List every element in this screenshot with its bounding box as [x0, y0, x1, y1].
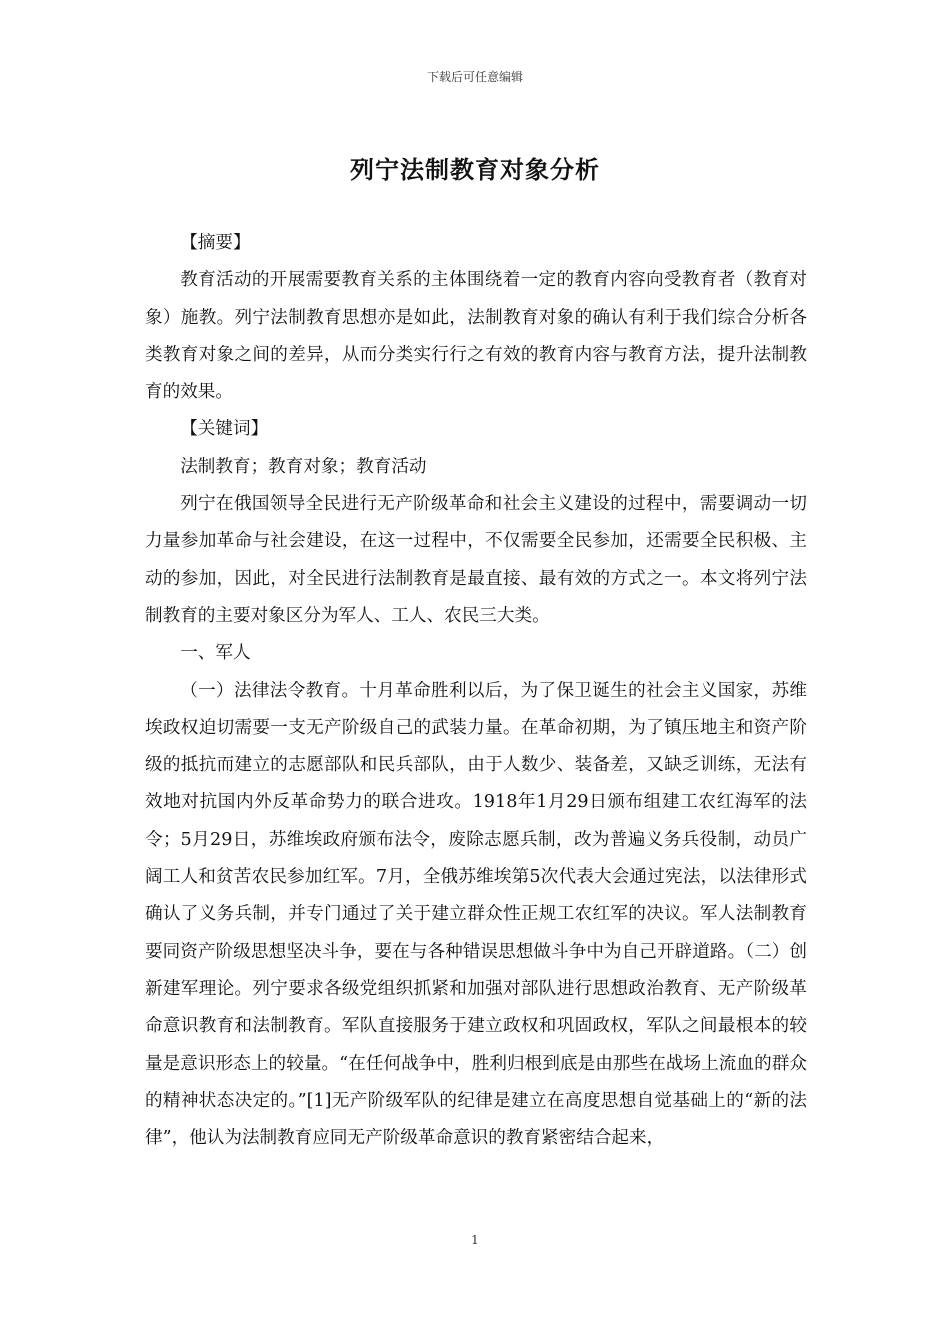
- page-number: 1: [471, 1233, 479, 1247]
- section-paragraph-soldiers: （一）法律法令教育。十月革命胜利以后，为了保卫诞生的社会主义国家，苏维埃政权迫切需要一支无产阶级自己的武装力量。在革命初期，为了镇压地主和资产阶级的抵抗而建立的志愿部队和民兵部队，由于人数少、装备差，又缺乏训练，无法有效地对抗国内外反革命势力的联合进攻。1918年1月29日颁布组建工农红海军的法令；5月29日，苏维埃政府颁布法令，废除志愿兵制，改为普遍义务兵役制，动员广阔工人和贫苦农民参加红军。7月，全俄苏维埃第5次代表大会通过宪法，以法律形式确认了义务兵制，并专门通过了关于建立群众性正规工农红军的决议。军人法制教育要同资产阶级思想坚决斗争，要在与各种错误思想做斗争中为自己开辟道路。（二）创新建军理论。列宁要求各级党组织抓紧和加强对部队进行思想政治教育、无产阶级革命意识教育和法制教育。军队直接服务于建立政权和巩固政权，军队之间最根本的较量是意识形态上的较量。“在任何战争中，胜利归根到底是由那些在战场上流血的群众的精神状态决定的。”[1]无产阶级军队的纪律是建立在高度思想自觉基础上的“新的法律”，他认为法制教育应同无产阶级革命意识的教育紧密结合起来，: [145, 680, 807, 1149]
- abstract-heading: 【摘要】: [180, 233, 251, 253]
- document-title: 列宁法制教育对象分析: [350, 155, 600, 184]
- abstract-paragraph: 教育活动的开展需要教育关系的主体围绕着一定的教育内容向受教育者（教育对象）施教。列宁法制教育思想亦是如此，法制教育对象的确认有利于我们综合分析各类教育对象之间的差异，从而分类实行行之有效的教育内容与教育方法，提升法制教育的效果。: [145, 270, 807, 403]
- section-heading-soldiers: 一、军人: [180, 643, 251, 664]
- page-header: 下载后可任意编辑: [426, 70, 523, 84]
- keywords-heading: 【关键词】: [180, 419, 269, 440]
- keywords-paragraph: 法制教育；教育对象；教育活动: [180, 456, 427, 477]
- document-body: [145, 225, 807, 1157]
- intro-paragraph: 列宁在俄国领导全民进行无产阶级革命和社会主义建设的过程中，需要调动一切力量参加革命与社会建设，在这一过程中，不仅需要全民参加，还需要全民积极、主动的参加，因此，对全民进行法制教育是最直接、最有效的方式之一。本文将列宁法制教育的主要对象区分为军人、工人、农民三大类。: [145, 494, 807, 626]
